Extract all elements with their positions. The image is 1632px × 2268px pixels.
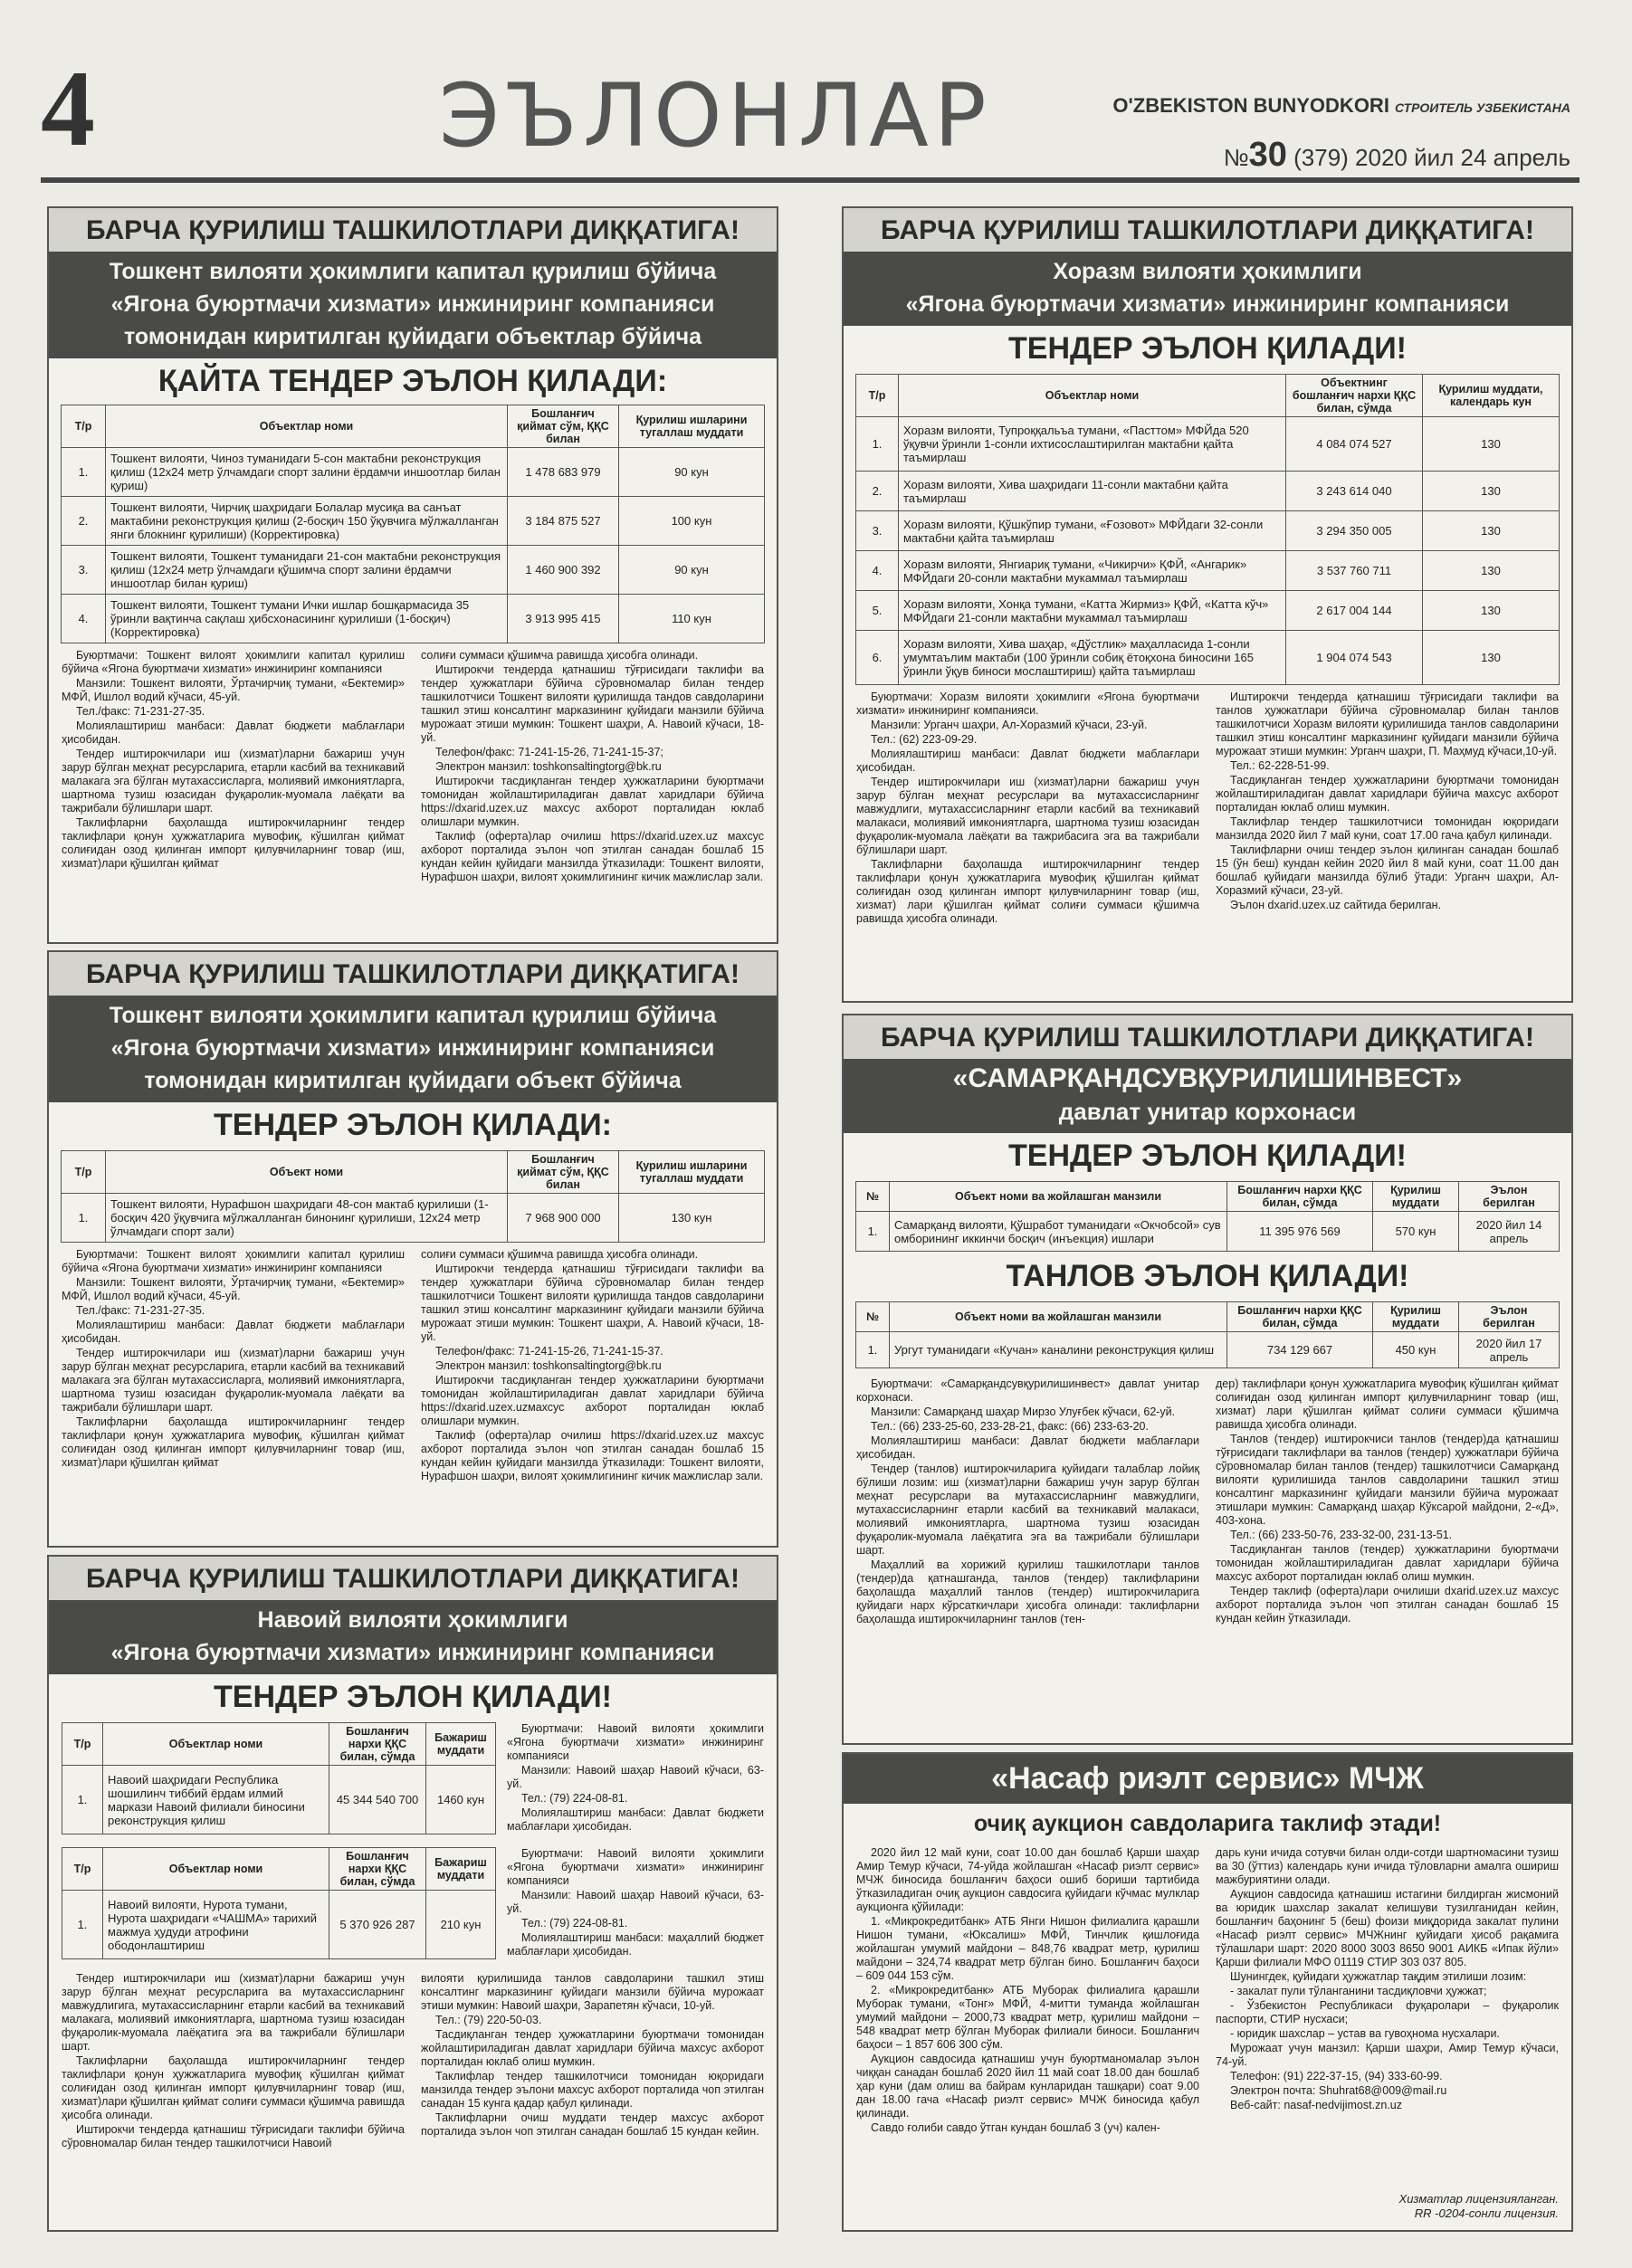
col-term: Қурилиш муддати xyxy=(1373,1302,1459,1332)
cell-number: 4. xyxy=(856,551,899,591)
organization-banner xyxy=(49,252,777,358)
ad-body xyxy=(844,1841,1571,2141)
cell-published: 2020 йил 17 апрель xyxy=(1459,1332,1560,1368)
objects-table xyxy=(61,1150,765,1243)
company-banner: «Насаф риэлт сервис» МЧЖ xyxy=(844,1754,1571,1804)
license-note xyxy=(1399,2192,1559,2221)
org-line-2: давлат унитар корхонаси xyxy=(1058,1098,1357,1125)
cell-number: 1. xyxy=(62,1766,103,1834)
cell-term: 450 кун xyxy=(1373,1332,1459,1368)
paragraph: Манзили: Самарқанд шаҳар Мирзо Улуғбек кўчаси, 62-уй. xyxy=(871,1406,1176,1418)
col-object: Объектлар номи xyxy=(899,375,1286,417)
org-line-1: Навоий вилояти ҳокимлиги xyxy=(257,1607,568,1633)
cell-published: 2020 йил 14 апрель xyxy=(1459,1212,1560,1252)
paragraph: - Ўзбекистон Республикаси фуқаролари – фуқаролик паспорти, СТИР нусхаси; xyxy=(1216,1999,1559,2025)
tender-heading: ТЕНДЕР ЭЪЛОН ҚИЛАДИ: xyxy=(214,1108,612,1142)
organization-banner xyxy=(844,252,1571,326)
license-line-1: Хизматлар лицензияланган. xyxy=(1398,2192,1559,2206)
cell-price: 1 904 074 543 xyxy=(1286,631,1423,685)
paragraph: Веб-сайт: nasaf-nedvijimost.zn.uz xyxy=(1230,2099,1402,2111)
paragraph: Тендер иштирокчилари иш (хизмат)ларни бажариш учун зарур бўлган меҳнат ресурсларига, етарли касбий ва техникавий малакага эга бўлган мутахассисларга, молиявий имкониятларга, шартнома тузиш юзасидан фуқаролик-муомала лаёқати ва тажрибали бўлишлари шарт. xyxy=(62,748,405,815)
org-line-2: «Ягона буюртмачи хизмати» инжиниринг компанияси xyxy=(110,1640,715,1665)
cell-object: Хоразм вилояти, Хонқа тумани, «Катта Жирмиз» ҚФЙ, «Катта кўч» МФЙдаги 21-сонли мактабни мукаммал таъмирлаш xyxy=(899,591,1286,631)
cell-term: 130 xyxy=(1423,631,1560,685)
col-number: Т/р xyxy=(62,1151,106,1194)
org-line-3: томонидан киритилган қуйидаги объектлар бўйича xyxy=(123,324,702,349)
table-row xyxy=(62,1766,496,1834)
paragraph: Иштирокчи тасдиқланган тендер ҳужжатларини буюртмачи томонидан жойлаштириладиган давлат харидлари бўйича https://dxarid.uzex.uz махсус ахборот порталидан юклаб олишлари мумкин. xyxy=(421,775,764,828)
paragraph: Молиялаштириш манбаси: Давлат бюджети маблағлари ҳисобидан. xyxy=(62,719,405,746)
table-row xyxy=(856,631,1560,685)
cell-term: 100 кун xyxy=(619,497,765,546)
org-line-2: «Ягона буюртмачи хизмати» инжиниринг компанияси xyxy=(905,291,1510,317)
cell-number: 1. xyxy=(62,1891,103,1959)
issue-number: 30 xyxy=(1248,136,1287,174)
paragraph: Молиялаштириш манбаси: Давлат бюджети маблағлари ҳисобидан. xyxy=(856,748,1199,774)
col-object: Объект номи ва жойлашган манзили xyxy=(890,1302,1227,1332)
table-row xyxy=(62,1194,765,1243)
paragraph: Тел.: (79) 224-08-81. xyxy=(521,1917,628,1930)
cell-price: 3 184 875 527 xyxy=(508,497,619,546)
cell-number: 5. xyxy=(856,591,899,631)
cell-price: 7 968 900 000 xyxy=(508,1194,619,1243)
cell-number: 3. xyxy=(856,511,899,551)
paragraph: Таклифлар тендер ташкилотчиси томонидан юқоридаги манзилда тендер эълони махсус ахборот порталида чоп этилган санадан 15 кунга қадар қабул қилинади. xyxy=(421,2070,764,2110)
attention-banner: БАРЧА ҚУРИЛИШ ТАШКИЛОТЛАРИ ДИҚҚАТИГА! xyxy=(49,952,777,996)
col-number: Т/р xyxy=(62,405,106,448)
cell-object: Тошкент вилояти, Нурафшон шаҳридаги 48-сон мактаб қурилиши (1-босқич 420 ўқувчига мўлжалланган бинонинг қурилиши, 12х24 метр ўлчамдаги спорт зали) xyxy=(106,1194,508,1243)
paragraph: Тел.: (79) 224-08-81. xyxy=(521,1792,628,1805)
cell-number: 1. xyxy=(62,1194,106,1243)
objects-table-1 xyxy=(62,1722,496,1834)
cell-price: 3 913 995 415 xyxy=(508,595,619,643)
ad-body-left xyxy=(856,1377,1199,1627)
ad-tashkent-retender xyxy=(47,206,778,944)
attention-banner: БАРЧА ҚУРИЛИШ ТАШКИЛОТЛАРИ ДИҚҚАТИГА! xyxy=(49,1557,777,1600)
col-price: Бошланғич нархи ҚҚС билан, сўмда xyxy=(329,1848,426,1891)
paragraph: Манзили: Навоий шаҳар Навоий кўчаси, 63-уй. xyxy=(507,1764,764,1790)
cell-object: Самарқанд вилояти, Қўшработ туманидаги «Окчобсой» сув омборининг иккинчи босқич (инъекция) ишлари xyxy=(890,1212,1227,1252)
paragraph: Иштирокчи тендерда қатнашиш тўғрисидаги таклифи ва танлов ҳужжатлари бўйича сўровномалар билан танлов ташкилотчиси Хоразм вилояти қурилишида танлов савдоларини ташкил этиш консалтинг марказининг қуйидаги манзили бўйича мурожаат этиши мумкин: Урганч шаҳри, П. Маҳмуд кўчаси,10-уй. xyxy=(1216,691,1559,758)
ad-body-right xyxy=(421,1972,764,2151)
table-row xyxy=(856,591,1560,631)
navoi-details-1 xyxy=(507,1722,764,1834)
table-row xyxy=(62,497,765,546)
tender-table xyxy=(855,1181,1560,1252)
cell-object: Тошкент вилояти, Тошкент тумани Ички ишлар бошқармасида 35 ўринли вақтинча сақлаш ҳибсхонасининг қурилиши (1-босқич) (Корректировка) xyxy=(106,595,508,643)
cell-term: 110 кун xyxy=(619,595,765,643)
ad-body xyxy=(49,1959,777,2157)
table-row xyxy=(62,448,765,497)
ad-khorezm-tender xyxy=(842,206,1573,1003)
paragraph: Таклифлар тендер ташкилотчиси томонидан юқоридаги манзилда 2020 йил 7 май куни, соат 17.00 гача қабул қилинади. xyxy=(1216,815,1559,842)
col-object: Объект номи ва жойлашган манзили xyxy=(890,1182,1227,1212)
paragraph: Буюртмачи: «Самарқандсувқурилишинвест» давлат унитар корхонаси. xyxy=(856,1377,1199,1404)
org-line-2: «Ягона буюртмачи хизмати» инжиниринг компанияси xyxy=(110,1035,715,1061)
cell-price: 3 294 350 005 xyxy=(1286,511,1423,551)
paragraph: Маҳаллий ва хорижий қурилиш ташкилотлари танлов (тендер)да қатнашганда, танлов (тендер) таклифларини баҳолашда маҳаллий танлов (тендер) иштирокчиларига қуйидаги нарх кўрсаткичлари ҳисобга олинади: таклифларни баҳолашда иштирокчиларнинг танлов (тен- xyxy=(856,1558,1199,1625)
cell-term: 90 кун xyxy=(619,546,765,595)
paragraph: Савдо ғолиби савдо ўтган кундан бошлаб 3 (уч) кален- xyxy=(871,2121,1160,2134)
cell-number: 6. xyxy=(856,631,899,685)
cell-number: 2. xyxy=(62,497,106,546)
ad-nasaf-auction xyxy=(842,1752,1573,2232)
attention-banner: БАРЧА ҚУРИЛИШ ТАШКИЛОТЛАРИ ДИҚҚАТИГА! xyxy=(844,208,1571,252)
ad-body xyxy=(844,1368,1571,1633)
org-line-1: Хоразм вилояти ҳокимлиги xyxy=(1053,259,1362,284)
masthead xyxy=(41,48,1580,181)
ad-tashkent-tender xyxy=(47,950,778,1548)
cell-price: 11 395 976 569 xyxy=(1227,1212,1373,1252)
paragraph: Иштирокчи тендерда қатнашиш тўғрисидаги таклифи ва тендер ҳужжатлари бўйича сўровномалар билан тендер ташкилотчиси Тошкент вилояти қурилишда тандов савдоларини ташкил этиш консалтинг марказининг қуйидаги манзили бўйича мурожаат этиши мумкин: Тошкент шаҳри, А. Навоий кўчаси, 18-уй. xyxy=(421,1263,764,1343)
paragraph: Танлов (тендер) иштирокчиси танлов (тендер)да қатнашиш тўғрисидаги таклифлари ва танлов (тендер) ҳужжатлари бўйича сўровномалар билан танлов (тендер) ташкилотчиси Самарқанд вилояти қурилишида танлов савдоларини ташкил этиш консалтинг марказининг қуйидаги манзили бўйича мурожаат этишлари мумкин: Самарқанд шаҳар Кўксарой майдони, 2-«Д», 403-хона. xyxy=(1216,1433,1559,1527)
cell-term: 130 xyxy=(1423,551,1560,591)
paragraph: дарь куни ичида сотувчи билан олди-сотди шартномасини тузиш ва 30 (ўттиз) календарь куни ичида тўловларни амалга ошириш мажбуриятини олади. xyxy=(1216,1846,1559,1886)
col-term: Қурилиш ишларини тугаллаш муддати xyxy=(619,405,765,448)
paragraph: солиғи суммаси қўшимча равишда ҳисобга олинади. xyxy=(421,1248,699,1261)
objects-table-2 xyxy=(62,1847,496,1959)
contest-heading: ТАНЛОВ ЭЪЛОН ҚИЛАДИ! xyxy=(1006,1259,1409,1293)
paragraph: Иштирокчи тасдиқланган тендер ҳужжатларини буюртмачи томонидан жойлаштириладиган давлат харидлари бўйича https://dxarid.uzex.uzмахсус ахборот порталидан юклаб олишлари мумкин. xyxy=(421,1374,764,1427)
col-published: Эълон берилган xyxy=(1459,1182,1560,1212)
org-line-1: Тошкент вилояти ҳокимлиги капитал қурилиш бўйича xyxy=(109,1003,717,1028)
tender-heading: ТЕНДЕР ЭЪЛОН ҚИЛАДИ! xyxy=(1008,331,1407,366)
table-row xyxy=(62,546,765,595)
cell-object: Тошкент вилояти, Чирчиқ шаҳридаги Болалар мусиқа ва санъат мактабини реконструкция қилиш (2-босқич 150 ўқувчига мўлжалланган янги блокнинг қурилиши) (Корректировка) xyxy=(106,497,508,546)
org-line-3: томонидан киритилган қуйидаги объект бўйича xyxy=(144,1068,682,1093)
cell-term: 1460 кун xyxy=(426,1766,496,1834)
col-term: Бажариш муддати xyxy=(426,1723,496,1766)
paragraph: Тендер таклиф (оферта)лари очилиши dxarid.uzex.uz махсус ахборот порталида эълон чоп этилган санадан бошлаб 15 кундан кейин ўтказилади. xyxy=(1216,1585,1559,1625)
cell-term: 130 xyxy=(1423,511,1560,551)
table-row xyxy=(856,551,1560,591)
tender-heading: ТЕНДЕР ЭЪЛОН ҚИЛАДИ! xyxy=(214,1680,612,1714)
paragraph: Таклифларни очиш тендер эълон қилинган санадан бошлаб 15 (ўн беш) кундан кейин 2020 йил 8 май куни, соат 11.00 дан бошлаб қуйидаги манзилда бўлиб ўтади: Урганч шаҳри, Ал-Хоразмий кўчаси, 23-уй. xyxy=(1216,843,1559,897)
paragraph: Манзили: Урганч шаҳри, Ал-Хоразмий кўчаси, 23-уй. xyxy=(871,719,1148,731)
cell-term: 130 xyxy=(1423,591,1560,631)
paragraph: Электрон почта: Shuhrat68@009@mail.ru xyxy=(1230,2084,1447,2097)
cell-term: 130 кун xyxy=(619,1194,765,1243)
col-price: Бошланғич қиймат сўм, ҚҚС билан xyxy=(508,1151,619,1194)
col-price: Бошланғич қиймат сўм, ҚҚС билан xyxy=(508,405,619,448)
paragraph: Манзили: Навоий шаҳар Навоий кўчаси, 63-уй. xyxy=(507,1889,764,1915)
table-row xyxy=(856,1332,1560,1368)
auction-heading: очиқ аукцион савдоларига таклиф этади! xyxy=(973,1811,1442,1836)
paragraph: Тендер иштирокчилари иш (хизмат)ларни бажариш учун зарур бўлган меҳнат ресурсларига ва мутахассисларнинг мавжудлигига, мутахассисларнинг етарли касбий ва техникавий малакага, молиявий имкониятларга, шартнома тузиш юзасидан фуқаролик-муомала лаёқатига эга ва тажрибали бўлишлари шарт. xyxy=(62,1972,405,2053)
ad-body xyxy=(844,685,1571,932)
col-price: Объектнинг бошланғич нархи ҚҚС билан, сўмда xyxy=(1286,375,1423,417)
attention-banner: БАРЧА ҚУРИЛИШ ТАШКИЛОТЛАРИ ДИҚҚАТИГА! xyxy=(49,208,777,252)
paragraph: 1. «Микрокредитбанк» АТБ Янги Нишон филиалига қарашли Нишон тумани, «Юксалиш» МФЙ, Тинчлик қишлоғида жойлашган умумий майдони – 848,76 квадрат метр, қурилиш майдони – 324,74 квадрат метр бўлган бино. Бошланғич баҳоси – 609 044 153 сўм. xyxy=(856,1915,1199,1982)
navoi-object-2 xyxy=(49,1834,777,1959)
ad-body xyxy=(49,643,777,891)
paper-name xyxy=(1112,94,1570,118)
paragraph: Иштирокчи тендерда қатнашиш тўғрисидаги таклифи ва тендер ҳужжатлари бўйича сўровномалар билан тендер ташкилотчиси Тошкент вилояти қурилишда тандов савдоларини ташкил этиш консалтинг марказининг қуйидаги манзили бўйича мурожаат этиши мумкин: Тошкент шаҳри, А. Навоий кўчаси, 18-уй. xyxy=(421,663,764,744)
ad-body-right xyxy=(1216,691,1559,927)
col-number: Т/р xyxy=(62,1848,103,1891)
cell-term: 570 кун xyxy=(1373,1212,1459,1252)
cell-object: Хоразм вилояти, Янгиариқ тумани, «Чикирчи» ҚФЙ, «Ангарик» МФЙдаги 20-сонли мактабни мукаммал таъмирлаш xyxy=(899,551,1286,591)
col-number: Т/р xyxy=(856,375,899,417)
paragraph: Тел.: (66) 233-25-60, 233-28-21, факс: (66) 233-63-20. xyxy=(871,1420,1149,1433)
paragraph: Буюртмачи: Хоразм вилояти ҳокимлиги «Ягона буюртмачи хизмати» инжиниринг компанияси. xyxy=(856,691,1199,717)
cell-object: Навоий шаҳридаги Республика шошилинч тиббий ёрдам илмий маркази Навоий филиали биносини реконструкция қилиш xyxy=(103,1766,329,1834)
table-row xyxy=(856,1212,1560,1252)
ad-body-left xyxy=(62,649,405,885)
paragraph: Тасдиқланган тендер ҳужжатларини буюртмачи томонидан жойлаштириладиган давлат харидлари бўйича махсус ахборот порталидан юклаб олиш мумкин. xyxy=(421,2028,764,2068)
paragraph: Манзили: Тошкент вилояти, Ўртачирчиқ тумани, «Бектемир» МФЙ, Ишлол водий кўчаси, 45-уй. xyxy=(62,1276,405,1302)
license-line-2: RR -0204-сонли лицензия. xyxy=(1414,2206,1559,2220)
paragraph: вилояти қурилишида танлов савдоларини ташкил этиш консалтинг марказининг қуйидаги манзили бўйича мурожаат этиши мумкин: Навоий шаҳри, Зарапетян кўчаси, 10-уй. xyxy=(421,1972,764,2012)
ad-body-left xyxy=(856,1846,1199,2136)
cell-term: 130 xyxy=(1423,417,1560,472)
cell-price: 3 537 760 711 xyxy=(1286,551,1423,591)
paragraph: Молиялаштириш манбаси: Давлат бюджети маблағлари ҳисобидан. xyxy=(507,1806,764,1833)
paragraph: Телефон/факс: 71-241-15-26, 71-241-15-37. xyxy=(435,1345,663,1358)
cell-price: 2 617 004 144 xyxy=(1286,591,1423,631)
ad-body-right xyxy=(1216,1377,1559,1627)
cell-price: 1 460 900 392 xyxy=(508,546,619,595)
col-term: Қурилиш ишларини тугаллаш муддати xyxy=(619,1151,765,1194)
cell-object: Тошкент вилояти, Тошкент туманидаги 21-сон мактабни реконструкция қилиш (12х24 метр ўлчамдаги қўшимча спорт залини ёрдамчи иншоотлар билан қуриш) xyxy=(106,546,508,595)
col-term: Қурилиш муддати xyxy=(1373,1182,1459,1212)
cell-object: Хоразм вилояти, Қўшкўпир тумани, «Ғозовот» МФЙдаги 32-сонли мактабни қайта таъмирлаш xyxy=(899,511,1286,551)
paragraph: Тендер иштирокчилари иш (хизмат)ларни бажариш учун зарур бўлган меҳнат ресурсларига, етарли касбий ва техникавий малакага эга бўлган мутахассисларга, молиявий имкониятларга, шартнома тузиш юзасидан фуқаролик-муомала лаёқати ва тажрибали бўлишлари шарт. xyxy=(62,1347,405,1414)
col-object: Объектлар номи xyxy=(106,405,508,448)
masthead-rule xyxy=(41,177,1580,183)
paragraph: Тел.: 62-228-51-99. xyxy=(1230,759,1330,772)
tender-heading: ҚАЙТА ТЕНДЕР ЭЪЛОН ҚИЛАДИ: xyxy=(157,364,668,398)
tender-heading: ТЕНДЕР ЭЪЛОН ҚИЛАДИ! xyxy=(1008,1139,1407,1173)
cell-object: Ургут туманидаги «Кучан» каналини реконструкция қилиш xyxy=(890,1332,1227,1368)
paragraph: 2020 йил 12 май куни, соат 10.00 дан бошлаб Қарши шаҳар Амир Темур кўчаси, 74-уйда жойлашган «Насаф риэлт сервис» МЧЖ биносида бошланғич баҳоси ошиб бориши тартибида ўтказиладиган очиқ аукцион савдосига қуйидаги кўчмас мулклар аукционга қўйилади: xyxy=(856,1846,1199,1913)
col-price: Бошланғич нархи ҚҚС билан, сўмда xyxy=(1227,1302,1373,1332)
paragraph: Иштирокчи тендерда қатнашиш тўғрисидаги таклифи бўйича сўровномалар билан тендер ташкилотчиси Навоий xyxy=(62,2123,405,2149)
paragraph: Тел.: (62) 223-09-29. xyxy=(871,733,978,746)
paragraph: Тел./факс: 71-231-27-35. xyxy=(76,1304,205,1317)
cell-price: 3 243 614 040 xyxy=(1286,472,1423,511)
paragraph: дер) таклифлари қонун ҳужжатларига мувофиқ кўшилган қиймат солиғидан озод қилинган импорт қилувчиларнинг товар (иш, хизмат) лари қўшилган қиймат солиғи суммаси қўшимча равишда ҳисобга олинади. xyxy=(1216,1377,1559,1431)
cell-number: 3. xyxy=(62,546,106,595)
col-object: Объектлар номи xyxy=(103,1848,329,1891)
paragraph: Электрон манзил: toshkonsaltingtorg@bk.ru xyxy=(435,1359,662,1372)
paragraph: 2. «Микрокредитбанк» АТБ Муборак филиалига қарашли Муборак тумани, «Тонг» МФЙ, 4-митти туманда жойлашган умумий майдони – 2000,73 квадрат метр, қурилиш майдони – 548 квадрат метр бўлган Муборак филиали биноси. Бошланғич баҳоси – 1 857 606 300 сўм. xyxy=(856,1984,1199,2051)
table-row xyxy=(856,511,1560,551)
cell-price: 5 370 926 287 xyxy=(329,1891,426,1959)
page-number: 4 xyxy=(41,48,95,168)
organization-banner xyxy=(49,996,777,1102)
paper-title: O'ZBEKISTON BUNYODKORI xyxy=(1112,94,1389,117)
cell-number: 1. xyxy=(856,417,899,472)
col-price: Бошланғич нархи ҚҚС билан, сўмда xyxy=(1227,1182,1373,1212)
paragraph: Молиялаштириш манбаси: маҳаллий бюджет маблағлари ҳисобидан. xyxy=(507,1931,764,1958)
cell-number: 2. xyxy=(856,472,899,511)
paragraph: Тасдиқланган танлов (тендер) ҳужжатларини буюртмачи томонидан жойлаштириладиган давлат харидлари бўйича махсус ахборот порталидан юклаб олиш мумкин. xyxy=(1216,1543,1559,1583)
col-term: Қурилиш муддати, календарь кун xyxy=(1423,375,1560,417)
paragraph: - закалат пули тўланганини тасдиқловчи ҳужжат; xyxy=(1230,1985,1487,1997)
col-term: Бажариш муддати xyxy=(426,1848,496,1891)
attention-banner: БАРЧА ҚУРИЛИШ ТАШКИЛОТЛАРИ ДИҚҚАТИГА! xyxy=(844,1015,1571,1059)
col-object: Объектлар номи xyxy=(103,1723,329,1766)
cell-number: 1. xyxy=(62,448,106,497)
cell-object: Хоразм вилояти, Хива шаҳар, «Дўстлик» маҳалласида 1-сонли умумтаълим мактаби (100 ўринли собиқ ётоқхона биносини 165 ўринли ўқув биноси мослаштириш) қайта таъмирлаш xyxy=(899,631,1286,685)
col-number: № xyxy=(856,1302,890,1332)
paragraph: Буюртмачи: Навоий вилояти ҳокимлиги «Ягона буюртмачи хизмати» инжиниринг компанияси xyxy=(507,1847,764,1887)
paragraph: Мурожаат учун манзил: Қарши шаҳри, Амир Темур кўчаси, 74-уй. xyxy=(1216,2042,1559,2068)
org-line-2: «Ягона буюртмачи хизмати» инжиниринг компанияси xyxy=(110,291,715,317)
ad-body xyxy=(49,1243,777,1490)
paragraph: Телефон: (91) 222-37-15, (94) 333-60-99. xyxy=(1230,2070,1443,2082)
org-line-1: «САМАРҚАНДСУВҚУРИЛИШИНВЕСТ» xyxy=(952,1063,1463,1093)
paragraph: Тендер иштирокчилари иш (хизмат)ларни бажариш учун зарур бўлган меҳнат ресурслари ва мутахассисларнинг мавжудлиги, мутахассисларнинг етарли касбий ва техникавий малакаси, молиявий имкониятларга, шартнома тузиш юзасидан фуқаролик-муомала лаёқати ва тажрибасига эга ва тажрибали бўлишлари шарт. xyxy=(856,776,1199,856)
cell-number: 1. xyxy=(856,1332,890,1368)
navoi-object-1 xyxy=(49,1722,777,1834)
cell-price: 1 478 683 979 xyxy=(508,448,619,497)
cell-number: 1. xyxy=(856,1212,890,1252)
paragraph: Таклифларни баҳолашда иштирокчиларнинг тендер таклифлари қонун ҳужжатларига мувофиқ қўшилган қиймат солиғидан озод қилинган импорт қилувчиларнинг товар (иш, хизмат) лари қўшилган қиймат солиғи суммаси қўшимча равишда ҳисобга олинади. xyxy=(856,858,1199,925)
organization-banner xyxy=(844,1059,1571,1133)
contest-table xyxy=(855,1301,1560,1368)
cell-term: 130 xyxy=(1423,472,1560,511)
paragraph: Буюртмачи: Тошкент вилоят ҳокимлиги капитал қурилиш бўйича «Ягона буюртмачи хизмати» инжиниринг компанияси xyxy=(62,649,405,675)
paragraph: Молиялаштириш манбаси: Давлат бюджети маблағлари ҳисобидан. xyxy=(856,1434,1199,1461)
table-row xyxy=(856,472,1560,511)
table-row xyxy=(62,1891,496,1959)
cell-term: 90 кун xyxy=(619,448,765,497)
ad-navoi-tender xyxy=(47,1555,778,2232)
ad-body-left xyxy=(856,691,1199,927)
col-published: Эълон берилган xyxy=(1459,1302,1560,1332)
col-price: Бошланғич нархи ҚҚС билан, сўмда xyxy=(329,1723,426,1766)
ad-body-right xyxy=(421,649,764,885)
paragraph: Молиялаштириш манбаси: Давлат бюджети маблағлари ҳисобидан. xyxy=(62,1319,405,1345)
paragraph: Тел./факс: 71-231-27-35. xyxy=(76,705,205,718)
paragraph: Телефон/факс: 71-241-15-26, 71-241-15-37; xyxy=(435,746,663,758)
col-number: № xyxy=(856,1182,890,1212)
paragraph: Буюртмачи: Навоий вилояти ҳокимлиги «Ягона буюртмачи хизмати» инжиниринг компанияси xyxy=(507,1722,764,1762)
issue-date: (379) 2020 йил 24 апрель xyxy=(1293,144,1570,171)
cell-price: 734 129 667 xyxy=(1227,1332,1373,1368)
paragraph: Манзили: Тошкент вилояти, Ўртачирчиқ тумани, «Бектемир» МФЙ, Ишлол водий кўчаси, 45-уй. xyxy=(62,677,405,703)
col-number: Т/р xyxy=(62,1723,103,1766)
ad-body-left xyxy=(62,1972,405,2151)
paper-subtitle: СТРОИТЕЛЬ УЗБЕКИСТАНА xyxy=(1394,100,1570,115)
paragraph: Тасдиқланган тендер ҳужжатларини буюртмачи томонидан жойлаштириладиган давлат харидлари бўйича махсус ахборот порталидан юклаб олиш мумкин. xyxy=(1216,774,1559,814)
paragraph: Тел.: (79) 220-50-03. xyxy=(435,2014,542,2026)
paragraph: Электрон манзил: toshkonsaltingtorg@bk.ru xyxy=(435,760,662,773)
org-line-1: Тошкент вилояти ҳокимлиги капитал қурилиш бўйича xyxy=(109,259,717,284)
paragraph: Эълон dxarid.uzex.uz сайтида берилган. xyxy=(1230,899,1442,911)
cell-price: 4 084 074 527 xyxy=(1286,417,1423,472)
cell-number: 4. xyxy=(62,595,106,643)
paragraph: Аукцион савдосида қатнашиш истагини билдирган жисмоний ва юридик шахслар закалат келишуви тузилганидан кейин, бошланғич баҳонинг 5 (беш) фоизи миқдорида закалат пулини «Насаф риэлт сервис» МЧЖнинг қуйидаги ҳисоб рақамига тўлашлари шарт: 2020 8000 3003 8650 9001 АИКБ «Ипак йўли» Қарши филиали МФО 01119 СТИР 303 037 805. xyxy=(1216,1888,1559,1968)
table-row xyxy=(856,417,1560,472)
paragraph: солиғи суммаси қўшимча равишда ҳисобга олинади. xyxy=(421,649,699,662)
paragraph: - юридик шахслар – устав ва гувоҳнома нусхалари. xyxy=(1230,2027,1500,2040)
col-object: Объект номи xyxy=(106,1151,508,1194)
paragraph: Таклиф (оферта)лар очилиш https://dxarid.uzex.uz махсус ахборот порталида эълон чоп этилган санадан бошлаб 15 кундан кейин қуйидаги манзилда ўтказилади: Тошкент вилояти, Нурафшон шаҳри, вилоят ҳокимлигининг кичик мажлислар зали. xyxy=(421,1429,764,1482)
paragraph: Тел.: (66) 233-50-76, 233-32-00, 231-13-51. xyxy=(1230,1529,1453,1541)
paragraph: Аукцион савдосида қатнашиш учун буюртманомалар эълон чиққан санадан бошлаб 2020 йил 11 май соат 18.00 дан бошлаб ҳар куни (дам олиш ва байрам кунларидан ташқари) соат 9.00 дан 18.00 гача «Насаф риэлт сервис» МЧЖ биносида қабул қилинади. xyxy=(856,2053,1199,2120)
ad-samarkand-tender xyxy=(842,1014,1573,1745)
section-title: ЭЪЛОНЛАР xyxy=(439,65,992,167)
ad-body-left xyxy=(62,1248,405,1484)
issue-prefix: № xyxy=(1223,144,1249,171)
organization-banner xyxy=(49,1600,777,1674)
paragraph: Таклифларни баҳолашда иштирокчиларнинг тендер таклифлари қонун ҳужжатларига мувофиқ, кўшилган қиймат солиғидан озод қилинган импорт қилувчиларнинг товар (иш, хизмат)лари қўшилган қиймат xyxy=(62,816,405,870)
paragraph: Буюртмачи: Тошкент вилоят ҳокимлиги капитал қурилиш бўйича «Ягона буюртмачи хизмати» инжиниринг компанияси xyxy=(62,1248,405,1274)
issue-line xyxy=(1224,136,1570,175)
paragraph: Таклифларни баҳолашда иштирокчиларнинг тендер таклифлари қонун ҳужжатларига мувофиқ, кўшилган қиймат солиғидан озод қилинган импорт қилувчиларнинг товар (иш, хизмат)лари қўшилган қиймат xyxy=(62,1415,405,1469)
paragraph: Таклифларни баҳолашда иштирокчиларнинг тендер таклифлари қонун ҳужжатларига мувофиқ кўшилган қиймат солиғидан озод қилинган импорт қилувчиларнинг товар (иш, хизмат)лари қўшилган қиймат солиғи суммаси қўшимча равишда ҳисобга олинади. xyxy=(62,2054,405,2121)
paragraph: Таклифларни очиш муддати тендер махсус ахборот порталида эълон чоп этилган санадан бошлаб 15 кундан кейин. xyxy=(421,2111,764,2138)
ad-body-right xyxy=(1216,1846,1559,2136)
cell-object: Тошкент вилояти, Чиноз туманидаги 5-сон мактабни реконструкция қилиш (12х24 метр ўлчамдаги спорт залини ёрдамчи иншоотлар билан қуриш) xyxy=(106,448,508,497)
cell-price: 45 344 540 700 xyxy=(329,1766,426,1834)
objects-table xyxy=(61,405,765,643)
cell-object: Хоразм вилояти, Тупроққальъа тумани, «Пасттом» МФЙда 520 ўқувчи ўринли 1-сонли ихтисослаштирилган мактабни қайта таъмирлаш xyxy=(899,417,1286,472)
cell-object: Навоий вилояти, Нурота тумани, Нурота шаҳридаги «ЧАШМА» тарихий мажмуа ҳудуди атрофини ободонлаштириш xyxy=(103,1891,329,1959)
cell-term: 210 кун xyxy=(426,1891,496,1959)
paragraph: Тендер (танлов) иштирокчиларига қуйидаги талаблар лойиқ бўлиши лозим: иш (хизмат)ларни бажариш учун зарур бўлган меҳнат ресурслари ва мутахассисларнинг мавжудлиги, мутахассисларнинг етарли касбий ва техникавий малакаси, молиявий имкониятларга, шартнома тузиш юзасидан фуқаролик-муомала лаёқатига эга ва тажрибали бўлишлари шарт. xyxy=(856,1463,1199,1557)
table-row xyxy=(62,595,765,643)
navoi-details-2 xyxy=(507,1847,764,1959)
ad-body-right xyxy=(421,1248,764,1484)
paragraph: Шунингдек, қуйидаги ҳужжатлар тақдим этилиши лозим: xyxy=(1230,1970,1527,1983)
paragraph: Таклиф (оферта)лар очилиш https://dxarid.uzex.uz махсус ахборот порталида эълон чоп этилган санадан бошлаб 15 кундан кейин қуйидаги манзилда ўтказилади: Тошкент вилояти, Нурафшон шаҳри, вилоят ҳокимлигининг кичик мажлислар зали. xyxy=(421,830,764,883)
cell-object: Хоразм вилояти, Хива шаҳридаги 11-сонли мактабни қайта таъмирлаш xyxy=(899,472,1286,511)
objects-table xyxy=(855,374,1560,685)
